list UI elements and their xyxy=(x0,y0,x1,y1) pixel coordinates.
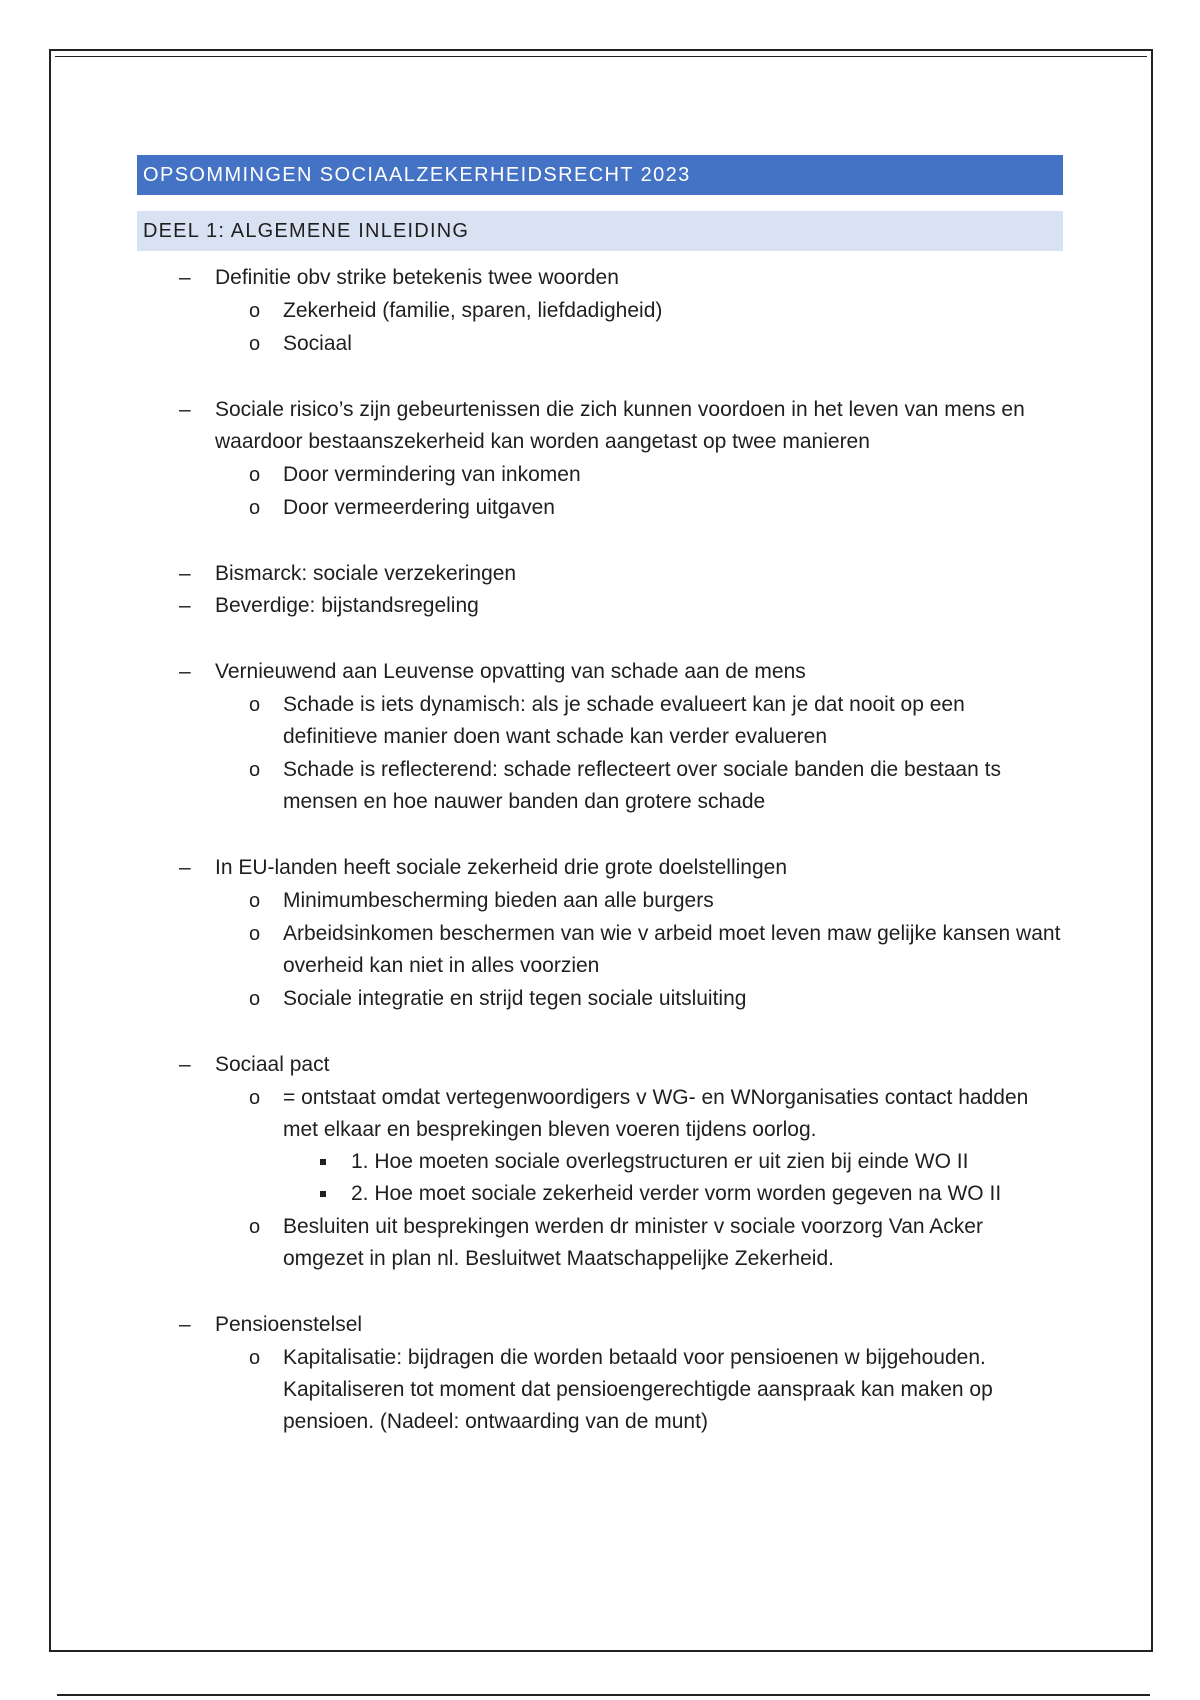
list-item xyxy=(137,394,1063,524)
sub-list xyxy=(215,295,1063,360)
list-item-text: Beverdige: bijstandsregeling xyxy=(215,594,479,617)
sub-list-item: o Schade is reflecterend: schade reflecteert over sociale banden die bestaan ts mensen en hoe nauwer banden dan grotere schade xyxy=(210,754,1063,818)
document-content xyxy=(137,155,1063,1438)
list-item xyxy=(137,262,1063,360)
sub-list-item: o Arbeidsinkomen beschermen van wie v arbeid moet leven maw gelijke kansen want overheid kan niet in alles voorzien xyxy=(210,918,1063,982)
section-heading: DEEL 1: ALGEMENE INLEIDING xyxy=(137,211,1063,251)
list-item xyxy=(137,558,1063,590)
list-item-text: In EU-landen heeft sociale zekerheid drie grote doelstellingen xyxy=(215,856,788,879)
list-item-text: Bismarck: sociale verzekeringen xyxy=(215,562,517,585)
sub-sub-list-item: 1. Hoe moeten sociale overlegstructuren er uit zien bij einde WO II xyxy=(278,1146,1063,1178)
list-item-text: Sociaal pact xyxy=(215,1053,330,1076)
list-item xyxy=(137,852,1063,1015)
list-item xyxy=(137,656,1063,818)
next-page-border xyxy=(57,1694,1150,1696)
sub-list-item: o Schade is iets dynamisch: als je schade evalueert kan je dat nooit op een definitieve manier doen want schade kan verder evalueren xyxy=(210,689,1063,753)
sub-list-item: o Besluiten uit besprekingen werden dr minister v sociale voorzorg Van Acker omgezet in plan nl. Besluitwet Maatschappelijke Zekerheid. xyxy=(210,1211,1063,1275)
list-item-text: Definitie obv strike betekenis twee woorden xyxy=(215,266,619,289)
list-item-text: Vernieuwend aan Leuvense opvatting van schade aan de mens xyxy=(215,660,806,683)
document-title: OPSOMMINGEN SOCIAALZEKERHEIDSRECHT 2023 xyxy=(137,155,1063,195)
list-item xyxy=(137,590,1063,622)
list-item xyxy=(137,1049,1063,1275)
sub-list-item: o Minimumbescherming bieden aan alle burgers xyxy=(210,885,1063,917)
sub-list-item: o Sociale integratie en strijd tegen sociale uitsluiting xyxy=(210,983,1063,1015)
list-item-text: Pensioenstelsel xyxy=(215,1313,363,1336)
sub-list xyxy=(215,1082,1063,1275)
sub-list xyxy=(215,885,1063,1015)
sub-list-item: o Kapitalisatie: bijdragen die worden betaald voor pensioenen w bijgehouden. Kapitaliseren tot moment dat pensioengerechtigde aanspraak kan maken op pensioen. (Nadeel: ontwaarding van de munt) xyxy=(210,1342,1063,1438)
sub-list xyxy=(215,1342,1063,1438)
sub-list-item: o Door vermindering van inkomen xyxy=(210,459,1063,491)
sub-list-item: o Sociaal xyxy=(210,328,1063,360)
sub-list-item: o Zekerheid (familie, sparen, liefdadigheid) xyxy=(210,295,1063,327)
bullet-list xyxy=(137,262,1063,1438)
page-border-inner-line xyxy=(55,56,1147,57)
sub-list xyxy=(215,459,1063,524)
list-item-text: Sociale risico’s zijn gebeurtenissen die zich kunnen voordoen in het leven van mens en waardoor bestaanszekerheid kan worden aangetast op twee manieren xyxy=(215,398,1025,453)
sub-list-item: o Door vermeerdering uitgaven xyxy=(210,492,1063,524)
sub-sub-list xyxy=(283,1146,1063,1210)
sub-list xyxy=(215,689,1063,818)
sub-list-item xyxy=(210,1082,1063,1210)
list-item xyxy=(137,1309,1063,1438)
sub-sub-list-item: 2. Hoe moet sociale zekerheid verder vorm worden gegeven na WO II xyxy=(278,1178,1063,1210)
sub-list-item-text: = ontstaat omdat vertegenwoordigers v WG- en WNorganisaties contact hadden met elkaar en besprekingen bleven voeren tijdens oorlog. xyxy=(283,1086,1029,1141)
